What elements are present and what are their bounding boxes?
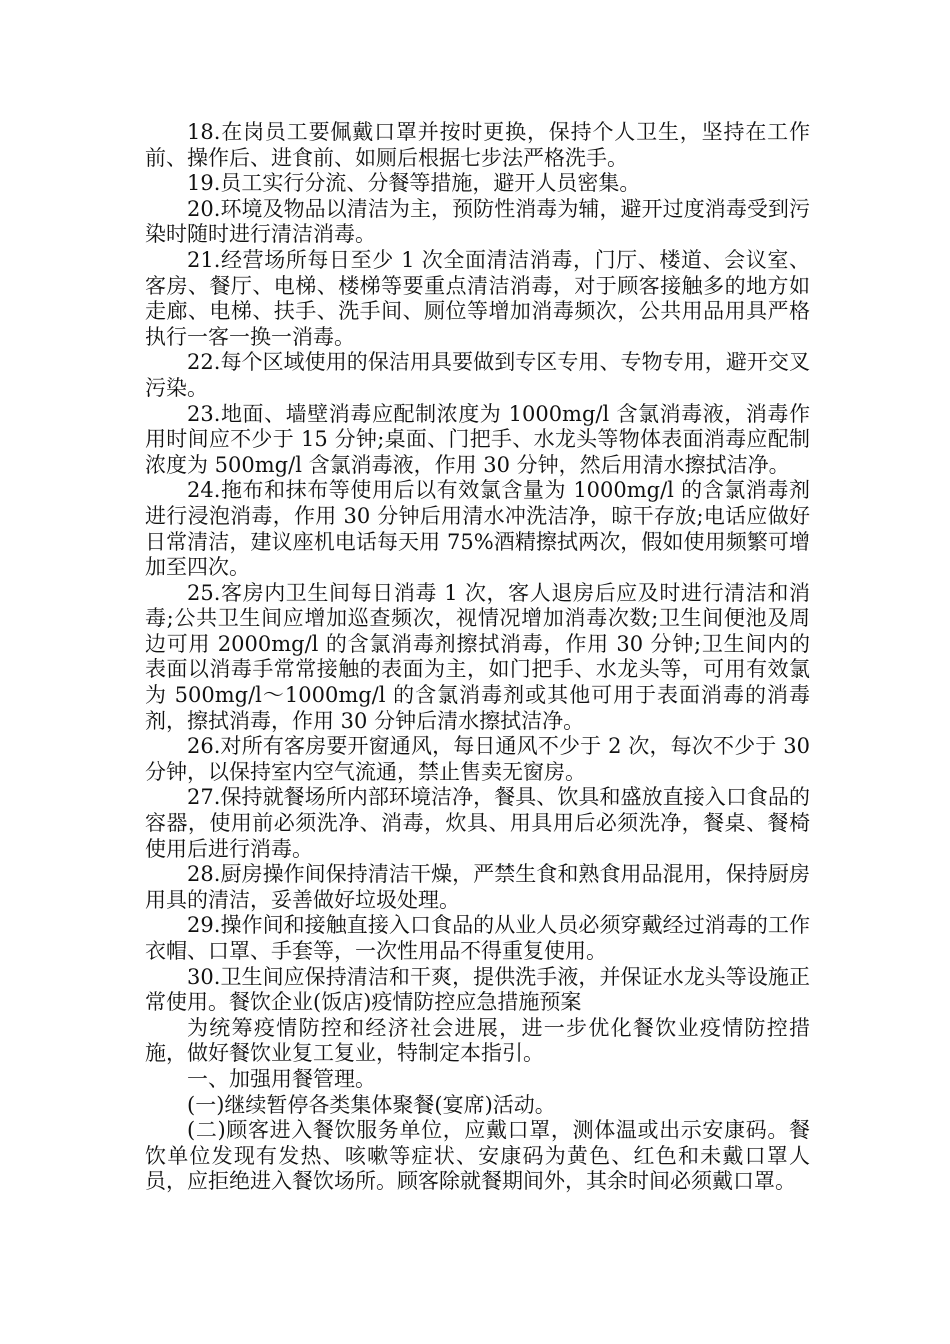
paragraph-30: 30.卫生间应保持清洁和干爽，提供洗手液，并保证水龙头等设施正常使用。餐饮企业(饭店)疫情防控应急措施预案 <box>145 964 810 1015</box>
paragraph-19: 19.员工实行分流、分餐等措施，避开人员密集。 <box>187 171 641 196</box>
paragraph-sub-1: (一)继续暂停各类集体聚餐(宴席)活动。 <box>187 1092 556 1117</box>
paragraph-25: 25.客房内卫生间每日消毒 1 次，客人退房后应及时进行清洁和消毒;公共卫生间应增加巡查频次，视情况增加消毒次数;卫生间便池及周边可用 2000mg/l 的含氯消毒剂擦拭消毒，作用 30 分钟;卫生间内的表面以消毒手常常接触的表面为主，如门把手、水龙头等，可用有效氯为 500mg/l～1000mg/l 的含氯消毒剂或其他可用于表面消毒的消毒剂，擦拭消毒，作用 30 分钟后清水擦拭洁净。 <box>145 580 810 733</box>
paragraph-sub-2: (二)顾客进入餐饮服务单位，应戴口罩，测体温或出示安康码。餐饮单位发现有发热、咳嗽等症状、安康码为黄色、红色和未戴口罩人员，应拒绝进入餐饮场所。顾客除就餐期间外，其余时间必须戴口罩。 <box>145 1118 810 1194</box>
paragraph-22: 22.每个区域使用的保洁用具要做到专区专用、专物专用，避开交叉污染。 <box>145 350 810 400</box>
document-body <box>145 120 810 1195</box>
paragraph-23: 23.地面、墙壁消毒应配制浓度为 1000mg/l 含氯消毒液，消毒作用时间应不少于 15 分钟;桌面、门把手、水龙头等物体表面消毒应配制浓度为 500mg/l 含氯消毒液，作用 30 分钟，然后用清水擦拭洁净。 <box>145 401 810 477</box>
paragraph-21: 21.经营场所每日至少 1 次全面清洁消毒，门厅、楼道、会议室、客房、餐厅、电梯、楼梯等要重点清洁消毒，对于顾客接触多的地方如走廊、电梯、扶手、洗手间、厕位等增加消毒频次，公共用品用具严格执行一客一换一消毒。 <box>145 247 810 349</box>
paragraph-18: 18.在岗员工要佩戴口罩并按时更换，保持个人卫生，坚持在工作前、操作后、进食前、如厕后根据七步法严格洗手。 <box>145 120 810 170</box>
paragraph-24: 24.拖布和抹布等使用后以有效氯含量为 1000mg/l 的含氯消毒剂进行浸泡消毒，作用 30 分钟后用清水冲洗洁净，晾干存放;电话应做好日常清洁，建议座机电话每天用 75%酒精擦拭两次，假如使用频繁可增加至四次。 <box>145 478 810 580</box>
section-heading-1: 一、加强用餐管理。 <box>187 1066 376 1091</box>
paragraph-26: 26.对所有客房要开窗通风，每日通风不少于 2 次，每次不少于 30 分钟，以保持室内空气流通，禁止售卖无窗房。 <box>145 734 810 784</box>
paragraph-27: 27.保持就餐场所内部环境洁净，餐具、饮具和盛放直接入口食品的容器，使用前必须洗净、消毒，炊具、用具用后必须洗净，餐桌、餐椅使用后进行消毒。 <box>145 785 810 861</box>
paragraph-28: 28.厨房操作间保持清洁干燥，严禁生食和熟食用品混用，保持厨房用具的清洁，妥善做好垃圾处理。 <box>145 862 810 912</box>
paragraph-20: 20.环境及物品以清洁为主，预防性消毒为辅，避开过度消毒受到污染时随时进行清洁消毒。 <box>145 196 810 247</box>
paragraph-29: 29.操作间和接触直接入口食品的从业人员必须穿戴经过消毒的工作衣帽、口罩、手套等，一次性用品不得重复使用。 <box>145 913 810 963</box>
paragraph-preface: 为统筹疫情防控和经济社会进展，进一步优化餐饮业疫情防控措施，做好餐饮业复工复业，特制定本指引。 <box>145 1015 810 1066</box>
